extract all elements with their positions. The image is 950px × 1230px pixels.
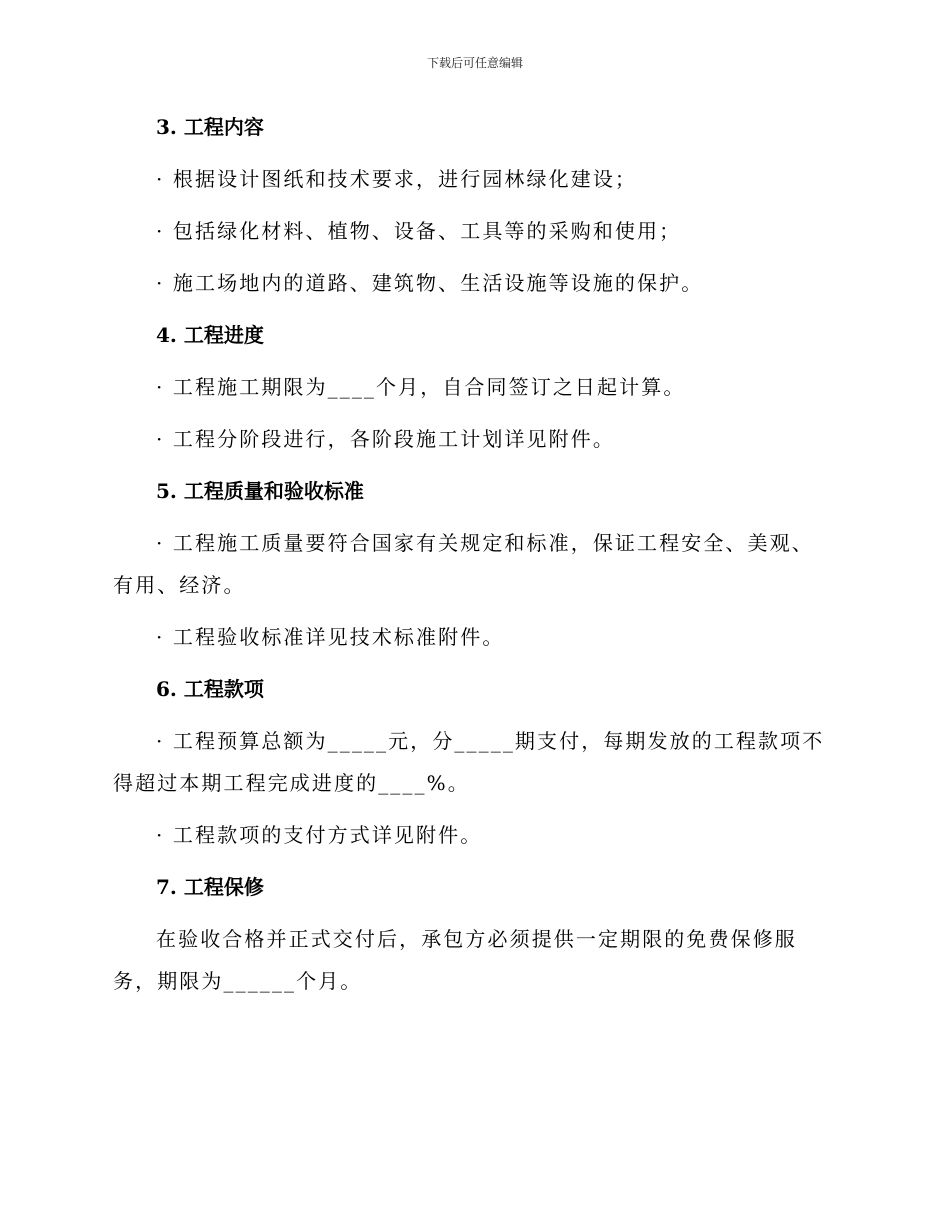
- section-heading: 7. 工程保修: [156, 875, 264, 899]
- paragraph: · 工程施工质量要符合国家有关规定和标准，保证工程安全、美观、有用、经济。: [113, 531, 814, 597]
- section-heading: 6. 工程款项: [156, 677, 264, 701]
- paragraph: · 工程施工期限为____个月，自合同签订之日起计算。: [156, 375, 686, 399]
- document-body: [113, 112, 825, 1018]
- paragraph: · 包括绿化材料、植物、设备、工具等的采购和使用；: [156, 219, 682, 243]
- paragraph: · 工程验收标准详见技术标准附件。: [156, 625, 505, 649]
- section-heading: 4. 工程进度: [156, 323, 264, 347]
- section-heading: 3. 工程内容: [156, 115, 264, 139]
- page-header: 下载后可任意编辑: [426, 56, 523, 70]
- paragraph: · 工程预算总额为_____元，分_____期支付，每期发放的工程款项不得超过本期工程完成进度的____%。: [113, 729, 825, 795]
- paragraph: · 工程款项的支付方式详见附件。: [156, 823, 483, 847]
- paragraph: · 根据设计图纸和技术要求，进行园林绿化建设；: [156, 167, 638, 191]
- paragraph: · 工程分阶段进行，各阶段施工计划详见附件。: [156, 427, 615, 451]
- paragraph: · 施工场地内的道路、建筑物、生活设施等设施的保护。: [156, 271, 704, 295]
- section-heading: 5. 工程质量和验收标准: [156, 479, 364, 503]
- paragraph: 在验收合格并正式交付后，承包方必须提供一定期限的免费保修服务，期限为______个月。: [113, 927, 797, 993]
